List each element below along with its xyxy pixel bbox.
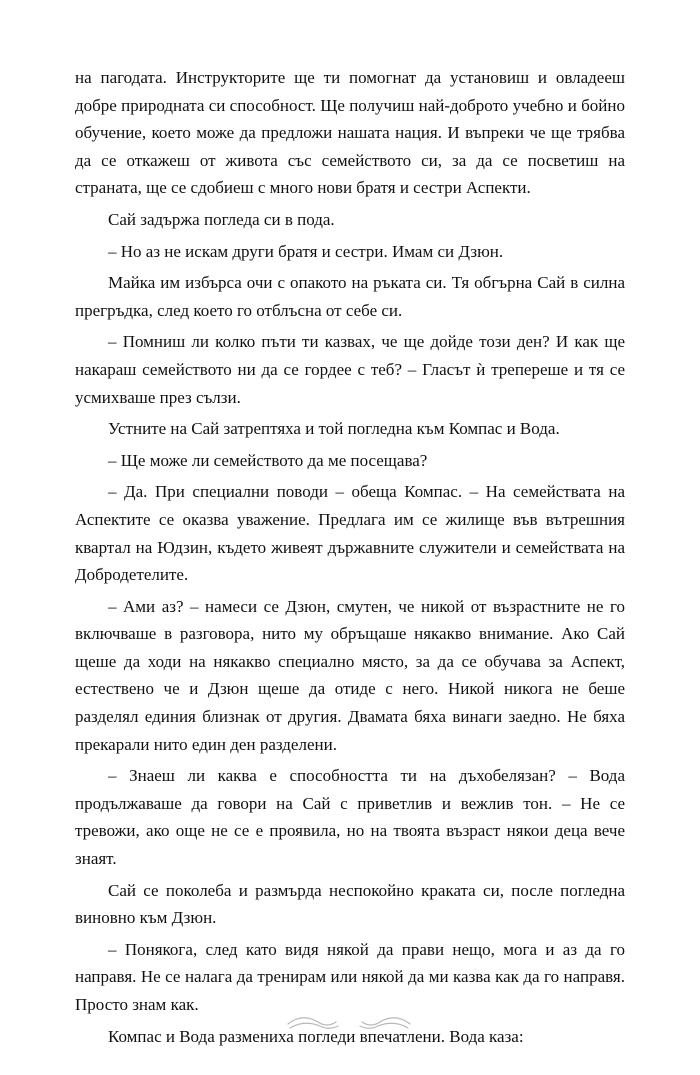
paragraph: – Помниш ли колко пъти ти казвах, че ще дойде този ден? И как ще накараш семейството ни да се гордее с теб? – Гласът ѝ трепереше и тя се усмихваше през сълзи.	[75, 332, 625, 407]
paragraph: – Да. При специални поводи – обеща Компас. – На семействата на Аспектите се оказва уважение. Предлага им се жилище във вътрешния квартал на Юдзин, където живеят държавните служители и семействата на Добродетелите.	[75, 482, 625, 585]
paragraph: Сай задържа погледа си в пода.	[108, 209, 335, 229]
paragraph: Майка им избърса очи с опакото на ръката си. Тя обгърна Сай в силна прегръдка, след което го отблъсна от себе си.	[75, 273, 625, 320]
paragraph: – Но аз не искам други братя и сестри. Имам си Дзюн.	[108, 241, 504, 261]
paragraph: Компас и Вода размениха погледи впечатлени. Вода каза:	[108, 1026, 524, 1046]
paragraph: Сай се поколеба и размърда неспокойно краката си, после погледна виновно към Дзюн.	[75, 880, 625, 928]
paragraph: Устните на Сай затрептяха и той погледна към Компас и Вода.	[108, 419, 560, 439]
paragraph: – Ще може ли семейството да ме посещава?	[108, 450, 428, 470]
paragraph: – Ами аз? – намеси се Дзюн, смутен, че никой от възрастните не го включваше в разговора, нито му обръщаше някакво внимание. Ако Сай щеше да ходи на някакво специално място, за да се обучава за Аспект, естествено че и Дзюн щеше да отиде с него. Никой никога не беше разделял единия близнак от другия. Двамата бяха винаги заедно. Не бяха прекарали нито един ден разделени.	[75, 596, 625, 754]
wave-ornament-icon	[0, 1012, 700, 1036]
paragraph: на пагодата. Инструкторите ще ти помогнат да установиш и овладееш добре природната си способност. Ще получиш най-доброто учебно и бойно обучение, което може да предложи нашата нация. И въпреки че ще трябва да се откажеш от живота със семейството си, за да се посветиш на страната, ще се сдобиеш с много нови братя и сестри Аспекти.	[75, 68, 625, 198]
paragraph: – Понякога, след като видя някой да прави нещо, мога и аз да го направя. Не се налага да тренирам или някой да ми казва как да го направя. Просто знам как.	[75, 939, 625, 1014]
body-text	[75, 64, 625, 1054]
paragraph: – Знаеш ли каква е способността ти на дъхобелязан? – Вода продължаваше да говори на Сай с приветлив и вежлив тон. – Не се тревожи, ако още не се е проявила, но на твоята възраст някои деца вече знаят.	[75, 766, 625, 869]
